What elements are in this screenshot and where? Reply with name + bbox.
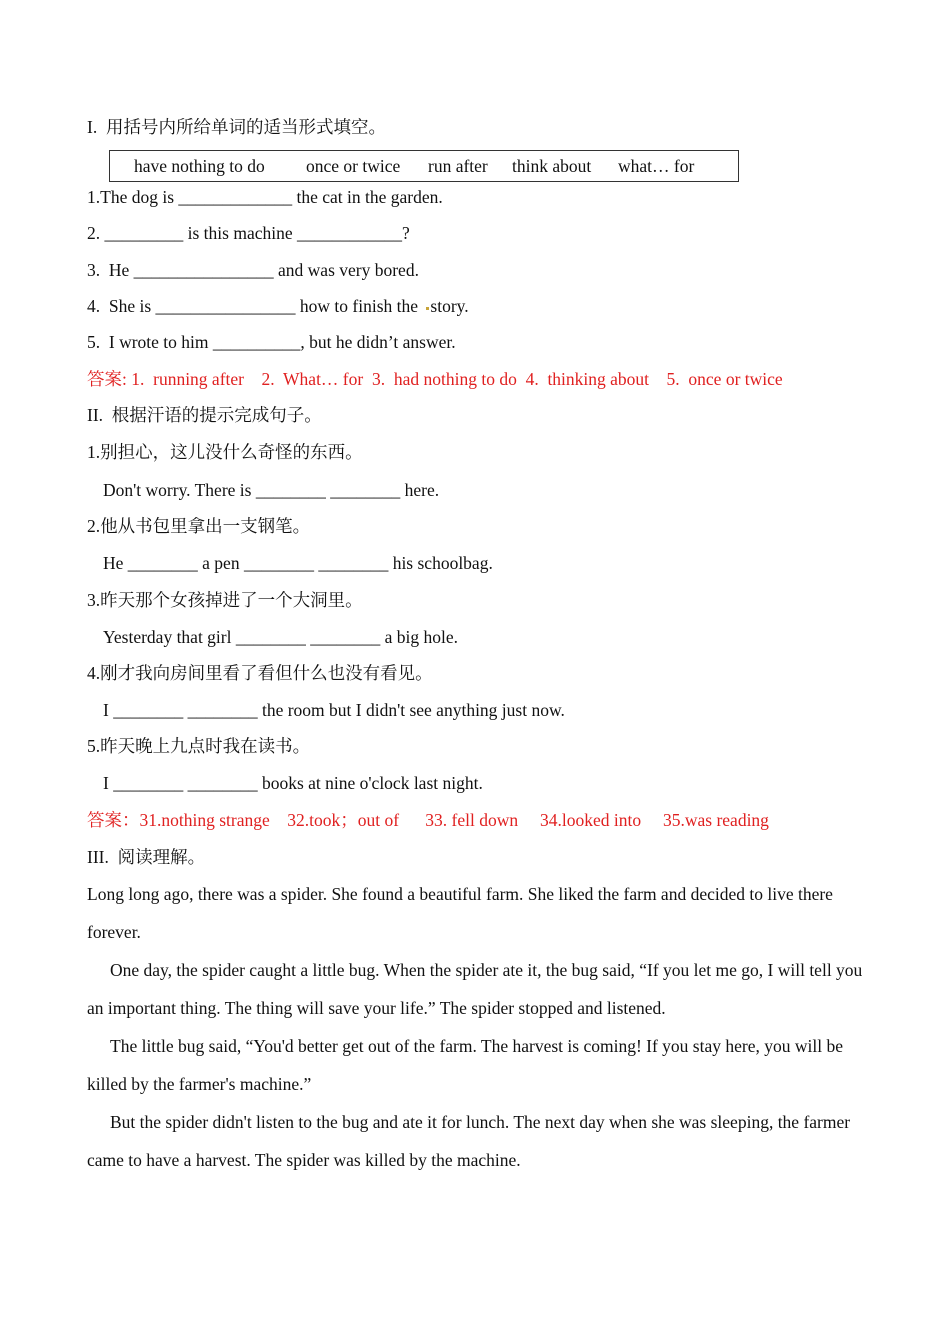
question-4-end: story. (430, 296, 469, 316)
word-option: run after (428, 156, 488, 176)
item-3-english: Yesterday that girl ________ ________ a big hole. (103, 627, 458, 647)
word-option: have nothing to do (134, 156, 265, 176)
question-2: 2. _________ is this machine ____________? (87, 223, 410, 243)
part2-answer: 答案：31.nothing strange 32.took；out of 33. fell down 34.looked into 35.was reading (87, 810, 769, 830)
question-4 (87, 295, 469, 317)
item-5-english: I ________ ________ books at nine o'clock last night. (103, 773, 483, 793)
part1-answer: 答案: 1. running after 2. What… for 3. had nothing to do 4. thinking about 5. once or twice (87, 369, 783, 389)
word-option: think about (512, 156, 592, 176)
reading-passage (87, 875, 877, 1179)
item-5-chinese: 5.昨天晚上九点时我在读书。 (87, 736, 311, 756)
question-3: 3. He ________________ and was very bored. (87, 260, 419, 280)
item-4-chinese: 4.刚才我向房间里看了看但什么也没有看见。 (87, 663, 433, 683)
item-2-chinese: 2.他从书包里拿出一支钢笔。 (87, 516, 311, 536)
item-3-chinese: 3.昨天那个女孩掉进了一个大洞里。 (87, 590, 363, 610)
word-option: once or twice (306, 156, 401, 176)
item-2-english: He ________ a pen ________ ________ his schoolbag. (103, 553, 493, 573)
question-5: 5. I wrote to him __________, but he didn’t answer. (87, 332, 456, 352)
passage-paragraph: Long long ago, there was a spider. She found a beautiful farm. She liked the farm and decided to live there forever. (87, 884, 833, 942)
word-box (109, 150, 739, 182)
question-4-text: 4. She is ________________ how to finish the (87, 296, 423, 316)
word-option: what… for (618, 156, 695, 176)
part1-heading: I. 用括号内所给单词的适当形式填空。 (87, 117, 386, 137)
item-4-english: I ________ ________ the room but I didn't see anything just now. (103, 700, 565, 720)
passage-paragraph: The little bug said, “You'd better get out of the farm. The harvest is coming! If you stay here, you will be killed by the farmer's machine.” (87, 1036, 843, 1094)
question-1: 1.The dog is _____________ the cat in the garden. (87, 187, 443, 207)
part3-heading: III. 阅读理解。 (87, 847, 206, 867)
item-1-chinese: 1.别担心，这儿没什么奇怪的东西。 (87, 442, 363, 462)
passage-paragraph: But the spider didn't listen to the bug and ate it for lunch. The next day when she was sleeping, the farmer came to have a harvest. The spider was killed by the machine. (87, 1112, 851, 1170)
part2-heading: II. 根据汗语的提示完成句子。 (87, 405, 322, 425)
passage-paragraph: One day, the spider caught a little bug. When the spider ate it, the bug said, “If you let me go, I will tell you an important thing. The thing will save your life.” The spider stopped and listened. (87, 960, 863, 1018)
mark-dot (426, 307, 429, 310)
item-1-english: Don't worry. There is ________ ________ here. (103, 480, 440, 500)
